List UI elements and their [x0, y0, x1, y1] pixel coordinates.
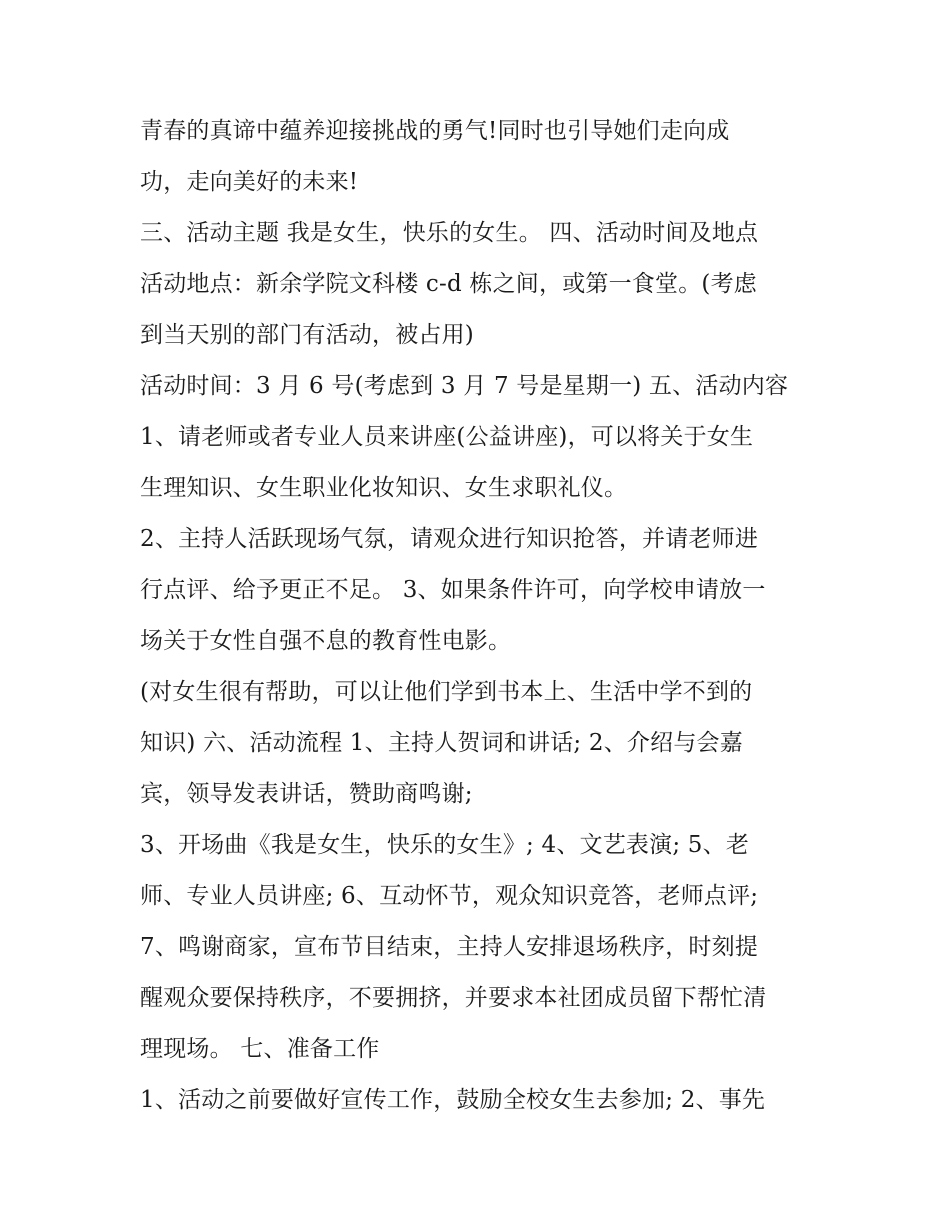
text-line: 1、活动之前要做好宣传工作，鼓励全校女生去参加; 2、事先 [140, 1087, 766, 1113]
text-line: 生理知识、女生职业化妆知识、女生求职礼仪。 [140, 475, 628, 501]
text-line: 1、请老师或者专业人员来讲座(公益讲座)，可以将关于女生 [140, 424, 754, 450]
text-line: 功，走向美好的未来! [140, 169, 359, 195]
text-line: 醒观众要保持秩序，不要拥挤，并要求本社团成员留下帮忙清 [140, 985, 767, 1011]
text-line: (对女生很有帮助，可以让他们学到书本上、生活中学不到的 [140, 679, 753, 705]
text-line: 2、主持人活跃现场气氛，请观众进行知识抢答，并请老师进 [140, 526, 759, 552]
text-line: 理现场。 七、准备工作 [140, 1036, 380, 1062]
text-line: 师、专业人员讲座; 6、互动怀节，观众知识竞答，老师点评; [140, 883, 759, 909]
text-line: 活动时间：3 月 6 号(考虑到 3 月 7 号是星期一) 五、活动内容 [140, 373, 789, 399]
text-line: 三、活动主题 我是女生，快乐的女生。 四、活动时间及地点 [140, 220, 759, 246]
body-text [140, 106, 830, 1126]
text-line: 青春的真谛中蕴养迎接挑战的勇气!同时也引导她们走向成 [140, 118, 730, 144]
text-line: 7、鸣谢商家，宣布节目结束，主持人安排退场秩序，时刻提 [140, 934, 759, 960]
text-line: 3、开场曲《我是女生，快乐的女生》; 4、文艺表演; 5、老 [140, 832, 750, 858]
text-line: 活动地点：新余学院文科楼 c-d 栋之间，或第一食堂。(考虑 [140, 271, 757, 297]
text-line: 到当天别的部门有活动，被占用) [140, 322, 474, 348]
text-line: 宾，领导发表讲话，赞助商鸣谢; [140, 781, 473, 807]
text-line: 场关于女性自强不息的教育性电影。 [140, 628, 512, 654]
text-line: 知识) 六、活动流程 1、主持人贺词和讲话; 2、介绍与会嘉 [140, 730, 743, 756]
text-line: 行点评、给予更正不足。 3、如果条件许可，向学校申请放一 [140, 577, 766, 603]
